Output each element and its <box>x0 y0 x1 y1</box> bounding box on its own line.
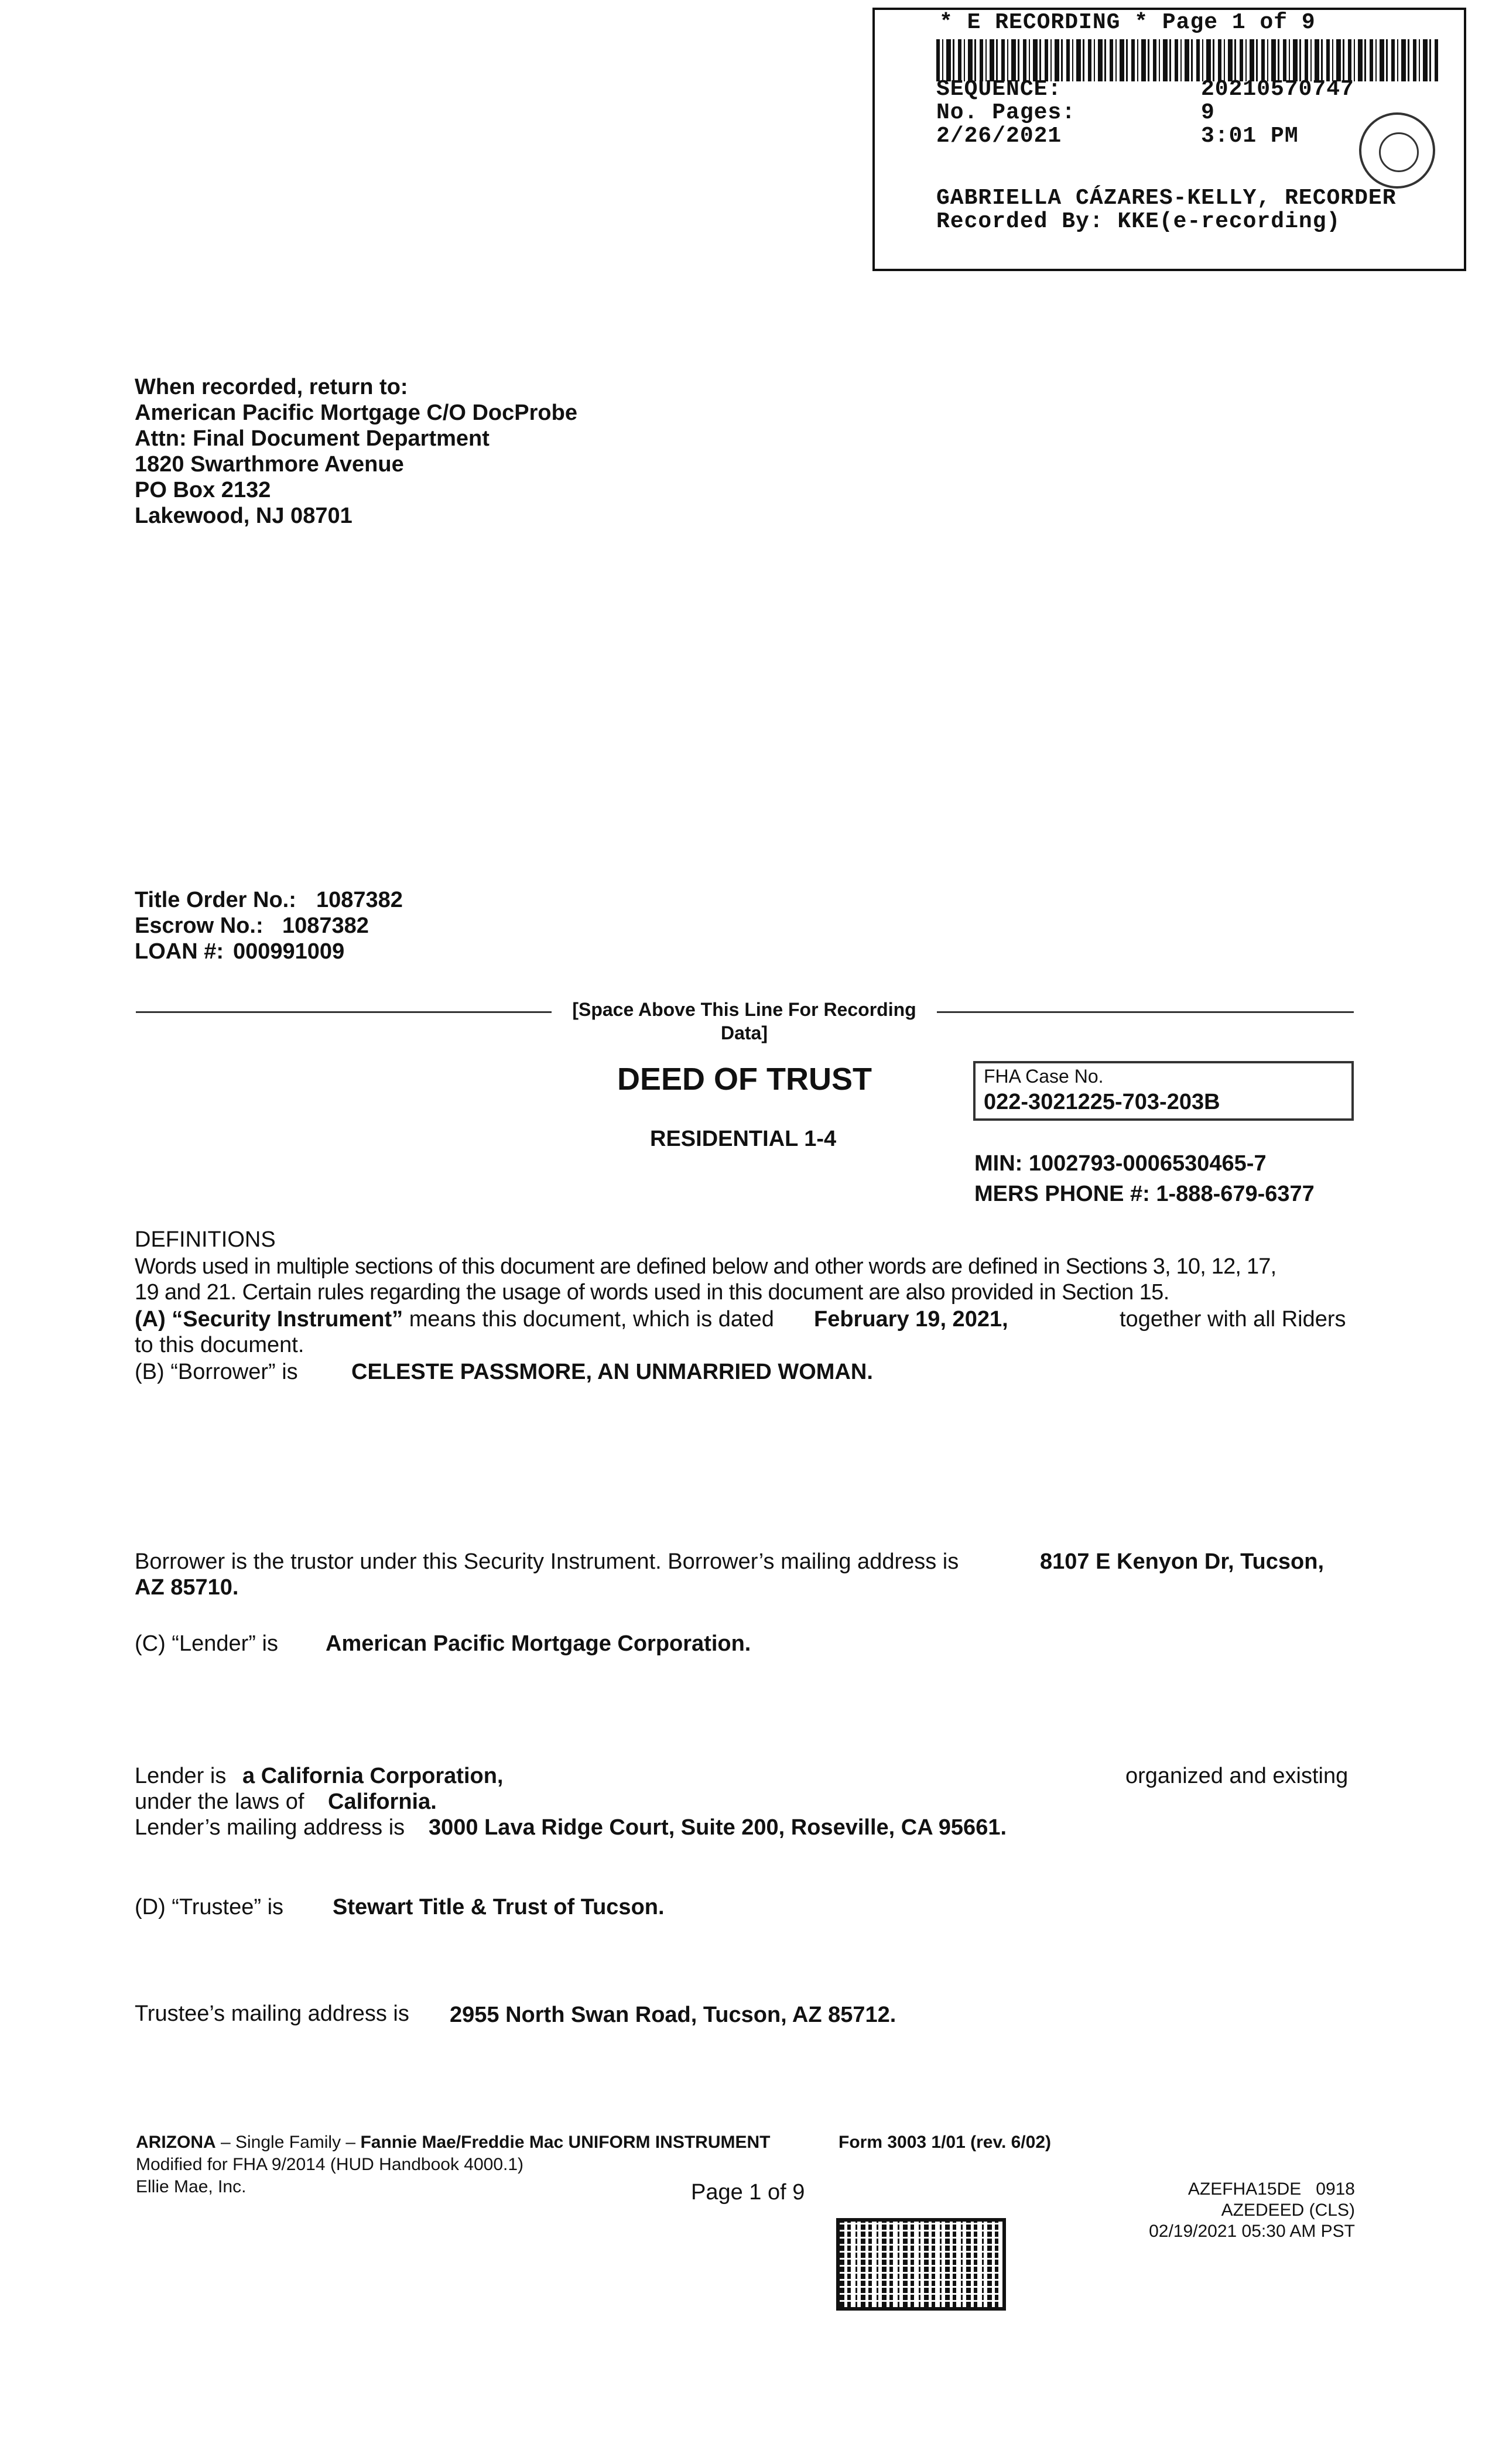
recorded-by: Recorded By: KKE(e-recording) <box>936 209 1341 234</box>
escrow-label: Escrow No.: <box>135 913 263 938</box>
footer-code: AZEDEED (CLS) <box>1221 2201 1355 2220</box>
definition-a-suffix: together with all Riders <box>1120 1307 1346 1332</box>
definitions-intro: Words used in multiple sections of this document are defined below and other words are defined in Sections 3, 10, 12, 17, <box>135 1254 1276 1279</box>
title-order-label: Title Order No.: <box>135 888 296 912</box>
borrower-address: 8107 E Kenyon Dr, Tucson, <box>1040 1549 1325 1574</box>
pages-value: 9 <box>1201 100 1215 125</box>
footer-state: ARIZONA <box>136 2133 216 2152</box>
definition-a-term: (A) “Security Instrument” <box>135 1307 403 1332</box>
fha-case-label: FHA Case No. <box>984 1066 1104 1087</box>
footer-uniform: Fannie Mae/Freddie Mac UNIFORM INSTRUMENT <box>360 2133 771 2152</box>
recorder-stamp <box>872 8 1466 271</box>
page-number: Page 1 of 9 <box>691 2180 805 2205</box>
return-to-line: American Pacific Mortgage C/O DocProbe <box>135 401 577 425</box>
fha-case-value: 022-3021225-703-203B <box>984 1090 1220 1114</box>
return-to-line: 1820 Swarthmore Avenue <box>135 452 404 477</box>
stamp-header: * E RECORDING * Page 1 of 9 <box>939 10 1316 35</box>
footer-fha-modified: Modified for FHA 9/2014 (HUD Handbook 4000.1) <box>136 2155 524 2174</box>
recorder-name: GABRIELLA CÁZARES-KELLY, RECORDER <box>936 186 1397 211</box>
footer-form: Form 3003 1/01 (rev. 6/02) <box>839 2133 1051 2152</box>
escrow-value: 1087382 <box>282 913 369 938</box>
record-date: 2/26/2021 <box>936 124 1062 149</box>
definition-a-text: means this document, which is dated <box>409 1307 774 1332</box>
fha-case-box <box>973 1061 1354 1121</box>
document-title: DEED OF TRUST <box>617 1062 872 1097</box>
title-order-value: 1087382 <box>316 888 403 912</box>
definition-a-cont: to this document. <box>135 1333 304 1357</box>
lender-laws-text: under the laws of <box>135 1789 304 1814</box>
definitions-heading: DEFINITIONS <box>135 1227 276 1252</box>
pages-label: No. Pages: <box>936 100 1076 125</box>
lender-organized-text: organized and existing <box>1125 1764 1349 1788</box>
document-2d-barcode <box>836 2218 1006 2311</box>
loan-value: 000991009 <box>233 939 345 964</box>
recording-divider-right <box>937 1011 1354 1013</box>
lender-address-text: Lender’s mailing address is <box>135 1815 405 1840</box>
mers-phone: MERS PHONE #: 1-888-679-6377 <box>974 1182 1315 1206</box>
trustee-address-text: Trustee’s mailing address is <box>135 2001 409 2026</box>
barcode <box>936 39 1440 81</box>
definitions-intro: 19 and 21. Certain rules regarding the usage of words used in this document are also provided in Section 15. <box>135 1280 1169 1305</box>
recording-divider-left <box>136 1011 552 1013</box>
return-to-line: Lakewood, NJ 08701 <box>135 504 352 528</box>
security-instrument-date: February 19, 2021, <box>814 1307 1008 1332</box>
definition-c-term: (C) “Lender” is <box>135 1631 278 1656</box>
county-seal-icon <box>1359 112 1435 189</box>
loan-label: LOAN #: <box>135 939 224 964</box>
footer-timestamp: 02/19/2021 05:30 AM PST <box>1149 2222 1355 2241</box>
sequence-value: 20210570747 <box>1201 77 1354 102</box>
definition-d-term: (D) “Trustee” is <box>135 1895 284 1919</box>
sequence-label: SEQUENCE: <box>936 77 1062 102</box>
footer-instrument-line <box>136 2133 771 2152</box>
footer-family: – Single Family – <box>215 2133 361 2152</box>
lender-organization: a California Corporation, <box>242 1764 504 1788</box>
space-above-text: [Space Above This Line For Recording Data] <box>572 999 916 1043</box>
trustee-address: 2955 North Swan Road, Tucson, AZ 85712. <box>450 2003 896 2027</box>
footer-vendor: Ellie Mae, Inc. <box>136 2177 247 2196</box>
lender-name: American Pacific Mortgage Corporation. <box>326 1631 751 1656</box>
footer-code: AZEFHA15DE 0918 <box>1187 2179 1355 2199</box>
lender-address: 3000 Lava Ridge Court, Suite 200, Roseville, CA 95661. <box>429 1815 1007 1840</box>
borrower-address-text: Borrower is the trustor under this Security Instrument. Borrower’s mailing address is <box>135 1549 959 1574</box>
document-subtitle: RESIDENTIAL 1-4 <box>650 1127 837 1151</box>
definition-a <box>135 1307 774 1332</box>
trustee-name: Stewart Title & Trust of Tucson. <box>333 1895 665 1919</box>
return-to-line: Attn: Final Document Department <box>135 426 490 451</box>
return-to-line: PO Box 2132 <box>135 478 271 502</box>
borrower-address-cont: AZ 85710. <box>135 1575 239 1600</box>
lender-is-text: Lender is <box>135 1764 227 1788</box>
return-to-heading: When recorded, return to: <box>135 375 408 399</box>
borrower-name: CELESTE PASSMORE, AN UNMARRIED WOMAN. <box>351 1360 873 1384</box>
lender-state: California. <box>328 1789 437 1814</box>
definition-b-term: (B) “Borrower” is <box>135 1360 298 1384</box>
min-number: MIN: 1002793-0006530465-7 <box>974 1151 1267 1176</box>
record-time: 3:01 PM <box>1201 124 1299 149</box>
